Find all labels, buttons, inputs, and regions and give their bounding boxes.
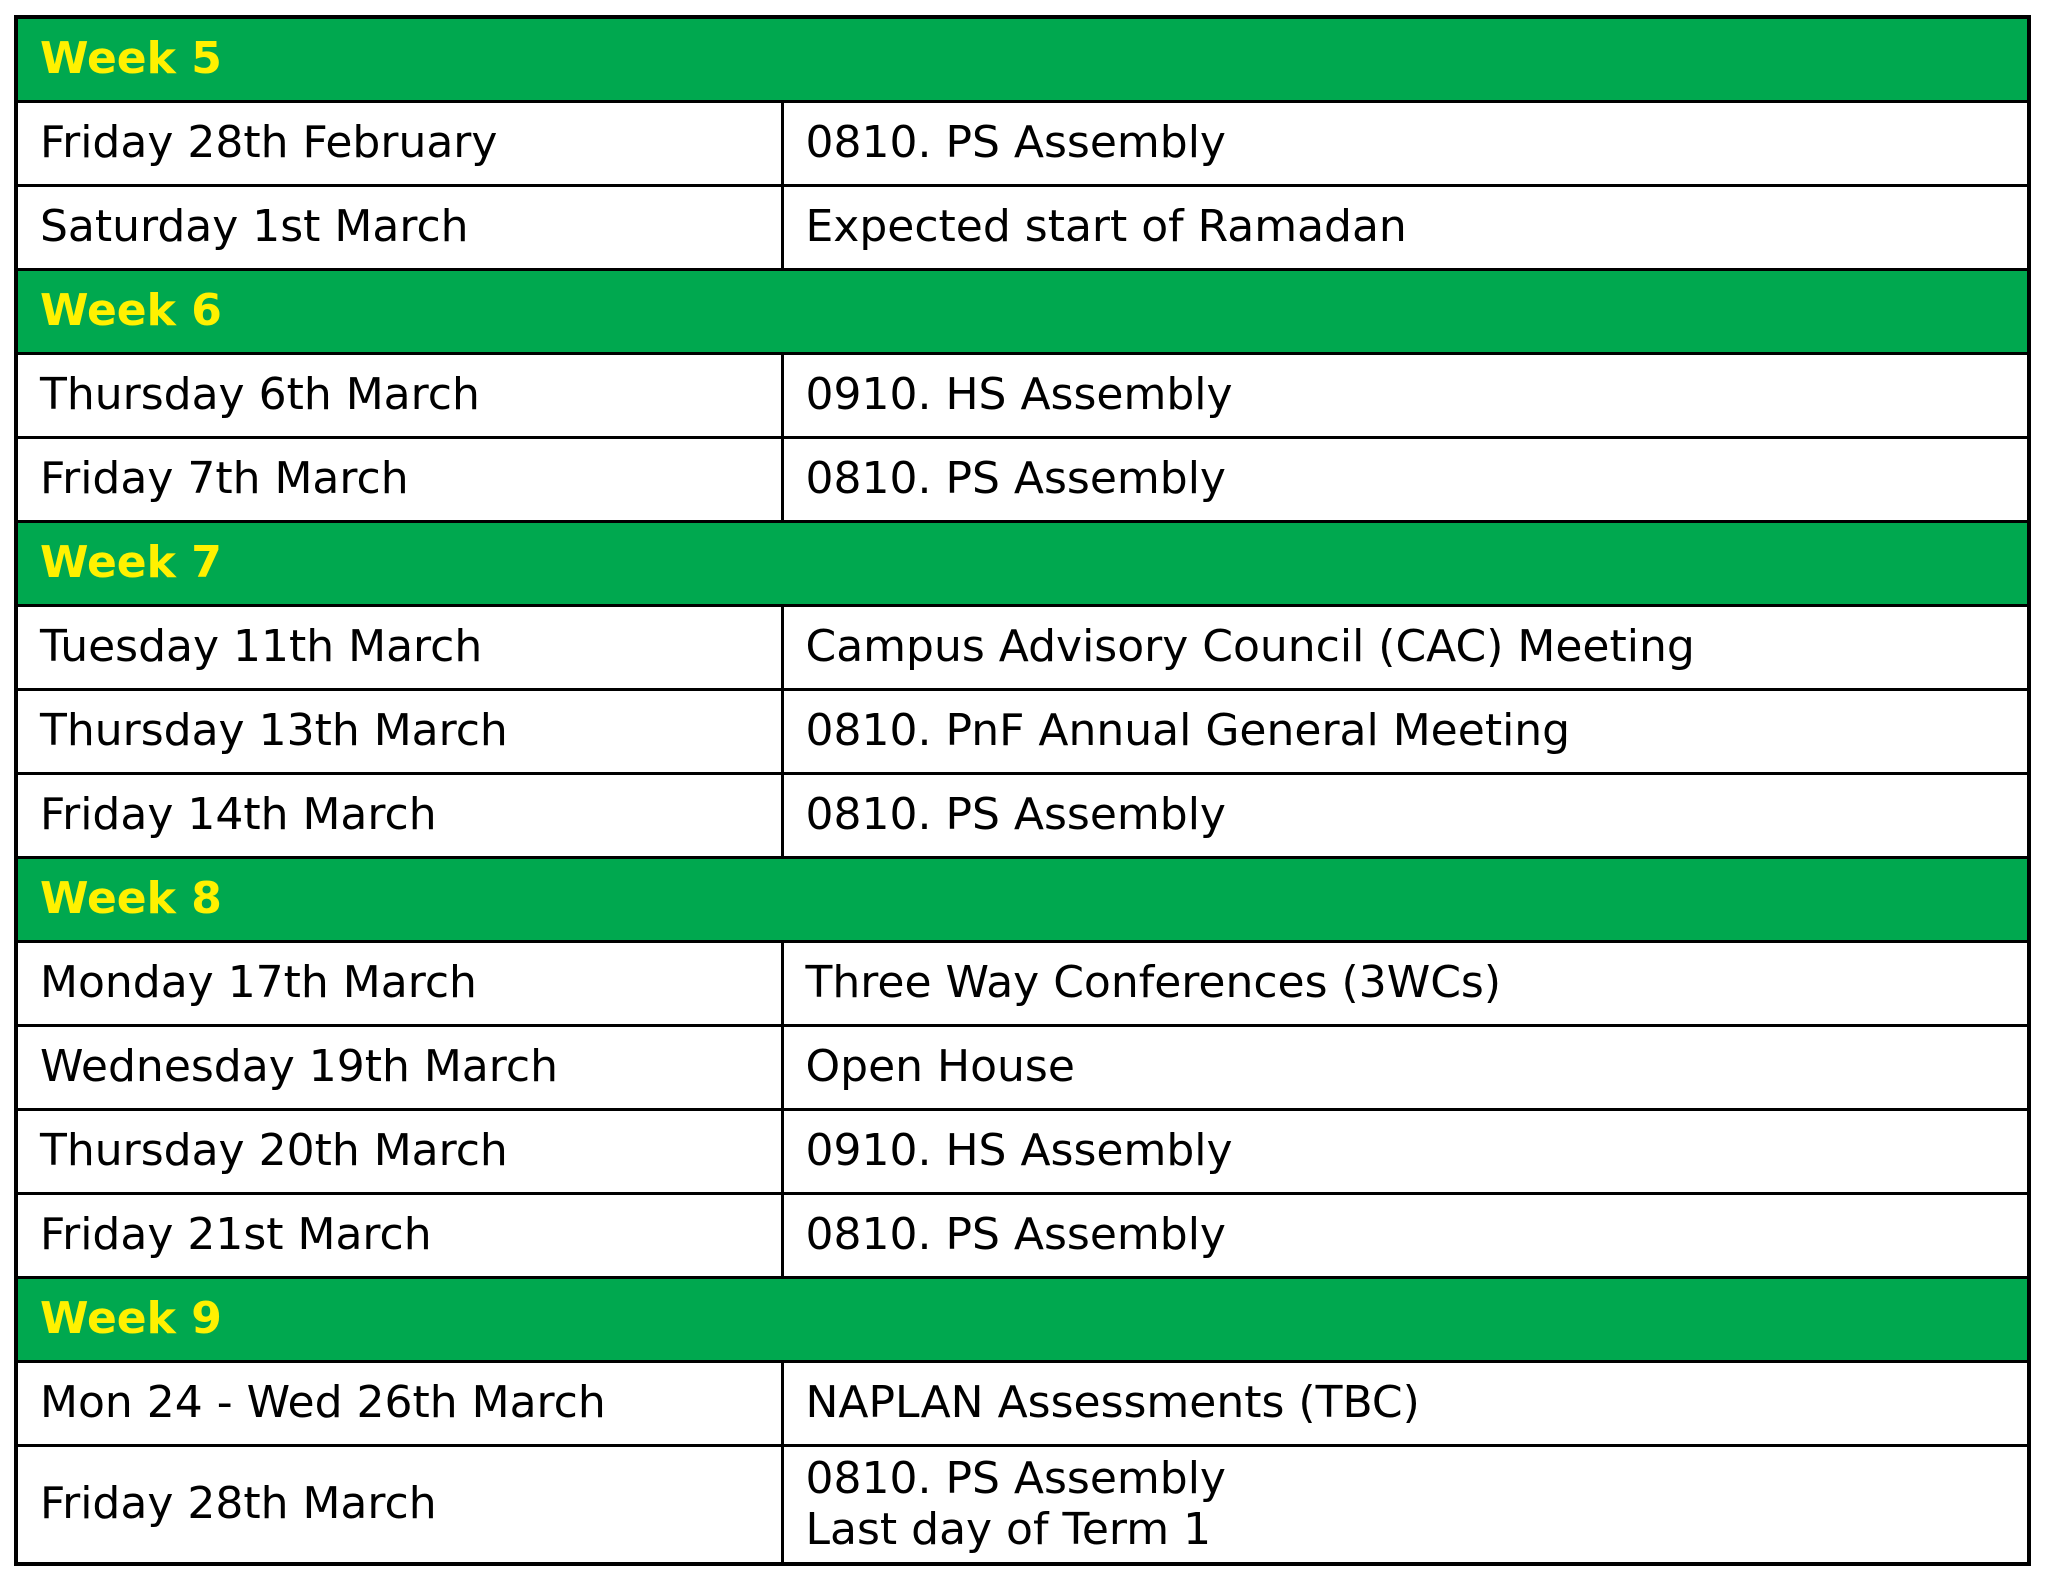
event-line: 0910. HS Assembly: [805, 369, 1233, 421]
table-row: [16, 689, 2029, 773]
event-cell: [782, 1445, 2029, 1564]
date-cell: [16, 1193, 782, 1277]
table-row: [16, 353, 2029, 437]
table-row: [16, 1361, 2029, 1445]
event-line: Expected start of Ramadan: [805, 201, 1407, 253]
table-row: [16, 185, 2029, 269]
date-cell: [16, 1361, 782, 1445]
table-row: [16, 941, 2029, 1025]
event-cell: [782, 437, 2029, 521]
event-cell: [782, 1025, 2029, 1109]
date-text: Wednesday 19th March: [40, 1041, 558, 1093]
event-line: 0810. PnF Annual General Meeting: [805, 705, 1571, 757]
date-text: Tuesday 11th March: [40, 621, 483, 673]
week-label: Week 6: [40, 285, 222, 337]
date-text: Thursday 6th March: [40, 369, 480, 421]
table-row: [16, 773, 2029, 857]
date-text: Saturday 1st March: [40, 201, 469, 253]
date-text: Friday 21st March: [40, 1209, 432, 1261]
date-text: Mon 24 - Wed 26th March: [40, 1377, 606, 1429]
date-cell: [16, 605, 782, 689]
date-text: Friday 7th March: [40, 453, 409, 505]
date-text: Thursday 13th March: [40, 705, 508, 757]
date-cell: [16, 1445, 782, 1564]
date-text: Thursday 20th March: [40, 1125, 508, 1177]
date-text: Friday 28th February: [40, 117, 498, 169]
event-cell: [782, 941, 2029, 1025]
date-cell: [16, 689, 782, 773]
week-header-row: [16, 521, 2029, 605]
week-header-cell: [16, 17, 2029, 101]
event-cell: [782, 773, 2029, 857]
event-cell: [782, 185, 2029, 269]
event-line: Last day of Term 1: [805, 1504, 1212, 1556]
week-label: Week 8: [40, 873, 222, 925]
event-line: Open House: [805, 1041, 1075, 1093]
week-label: Week 5: [40, 33, 222, 85]
table-row: [16, 101, 2029, 185]
table-row: [16, 1025, 2029, 1109]
date-cell: [16, 185, 782, 269]
date-cell: [16, 437, 782, 521]
event-cell: [782, 689, 2029, 773]
date-text: Friday 28th March: [40, 1478, 437, 1530]
event-line: 0810. PS Assembly: [805, 789, 1226, 841]
event-cell: [782, 1361, 2029, 1445]
date-cell: [16, 353, 782, 437]
event-cell: [782, 353, 2029, 437]
week-header-cell: [16, 857, 2029, 941]
week-label: Week 7: [40, 537, 222, 589]
table-row: [16, 1445, 2029, 1564]
table-row: [16, 605, 2029, 689]
date-text: Friday 14th March: [40, 789, 437, 841]
date-cell: [16, 941, 782, 1025]
event-cell: [782, 605, 2029, 689]
event-line: NAPLAN Assessments (TBC): [805, 1377, 1420, 1429]
event-cell: [782, 1193, 2029, 1277]
week-header-cell: [16, 521, 2029, 605]
week-header-row: [16, 1277, 2029, 1361]
date-cell: [16, 1109, 782, 1193]
event-line: 0810. PS Assembly: [805, 1209, 1226, 1261]
date-cell: [16, 101, 782, 185]
event-line: Campus Advisory Council (CAC) Meeting: [805, 621, 1695, 673]
event-line: Three Way Conferences (3WCs): [805, 957, 1502, 1009]
date-cell: [16, 1025, 782, 1109]
date-cell: [16, 773, 782, 857]
week-header-row: [16, 857, 2029, 941]
schedule-table: [14, 15, 2031, 1566]
event-line: 0910. HS Assembly: [805, 1125, 1233, 1177]
table-row: [16, 1193, 2029, 1277]
table-row: [16, 437, 2029, 521]
week-header-row: [16, 269, 2029, 353]
event-cell: [782, 1109, 2029, 1193]
table-row: [16, 1109, 2029, 1193]
week-label: Week 9: [40, 1293, 222, 1345]
week-header-cell: [16, 269, 2029, 353]
event-line: 0810. PS Assembly: [805, 117, 1226, 169]
week-header-row: [16, 17, 2029, 101]
event-line: 0810. PS Assembly: [805, 1452, 1226, 1504]
event-line: 0810. PS Assembly: [805, 453, 1226, 505]
event-cell: [782, 101, 2029, 185]
week-header-cell: [16, 1277, 2029, 1361]
date-text: Monday 17th March: [40, 957, 477, 1009]
